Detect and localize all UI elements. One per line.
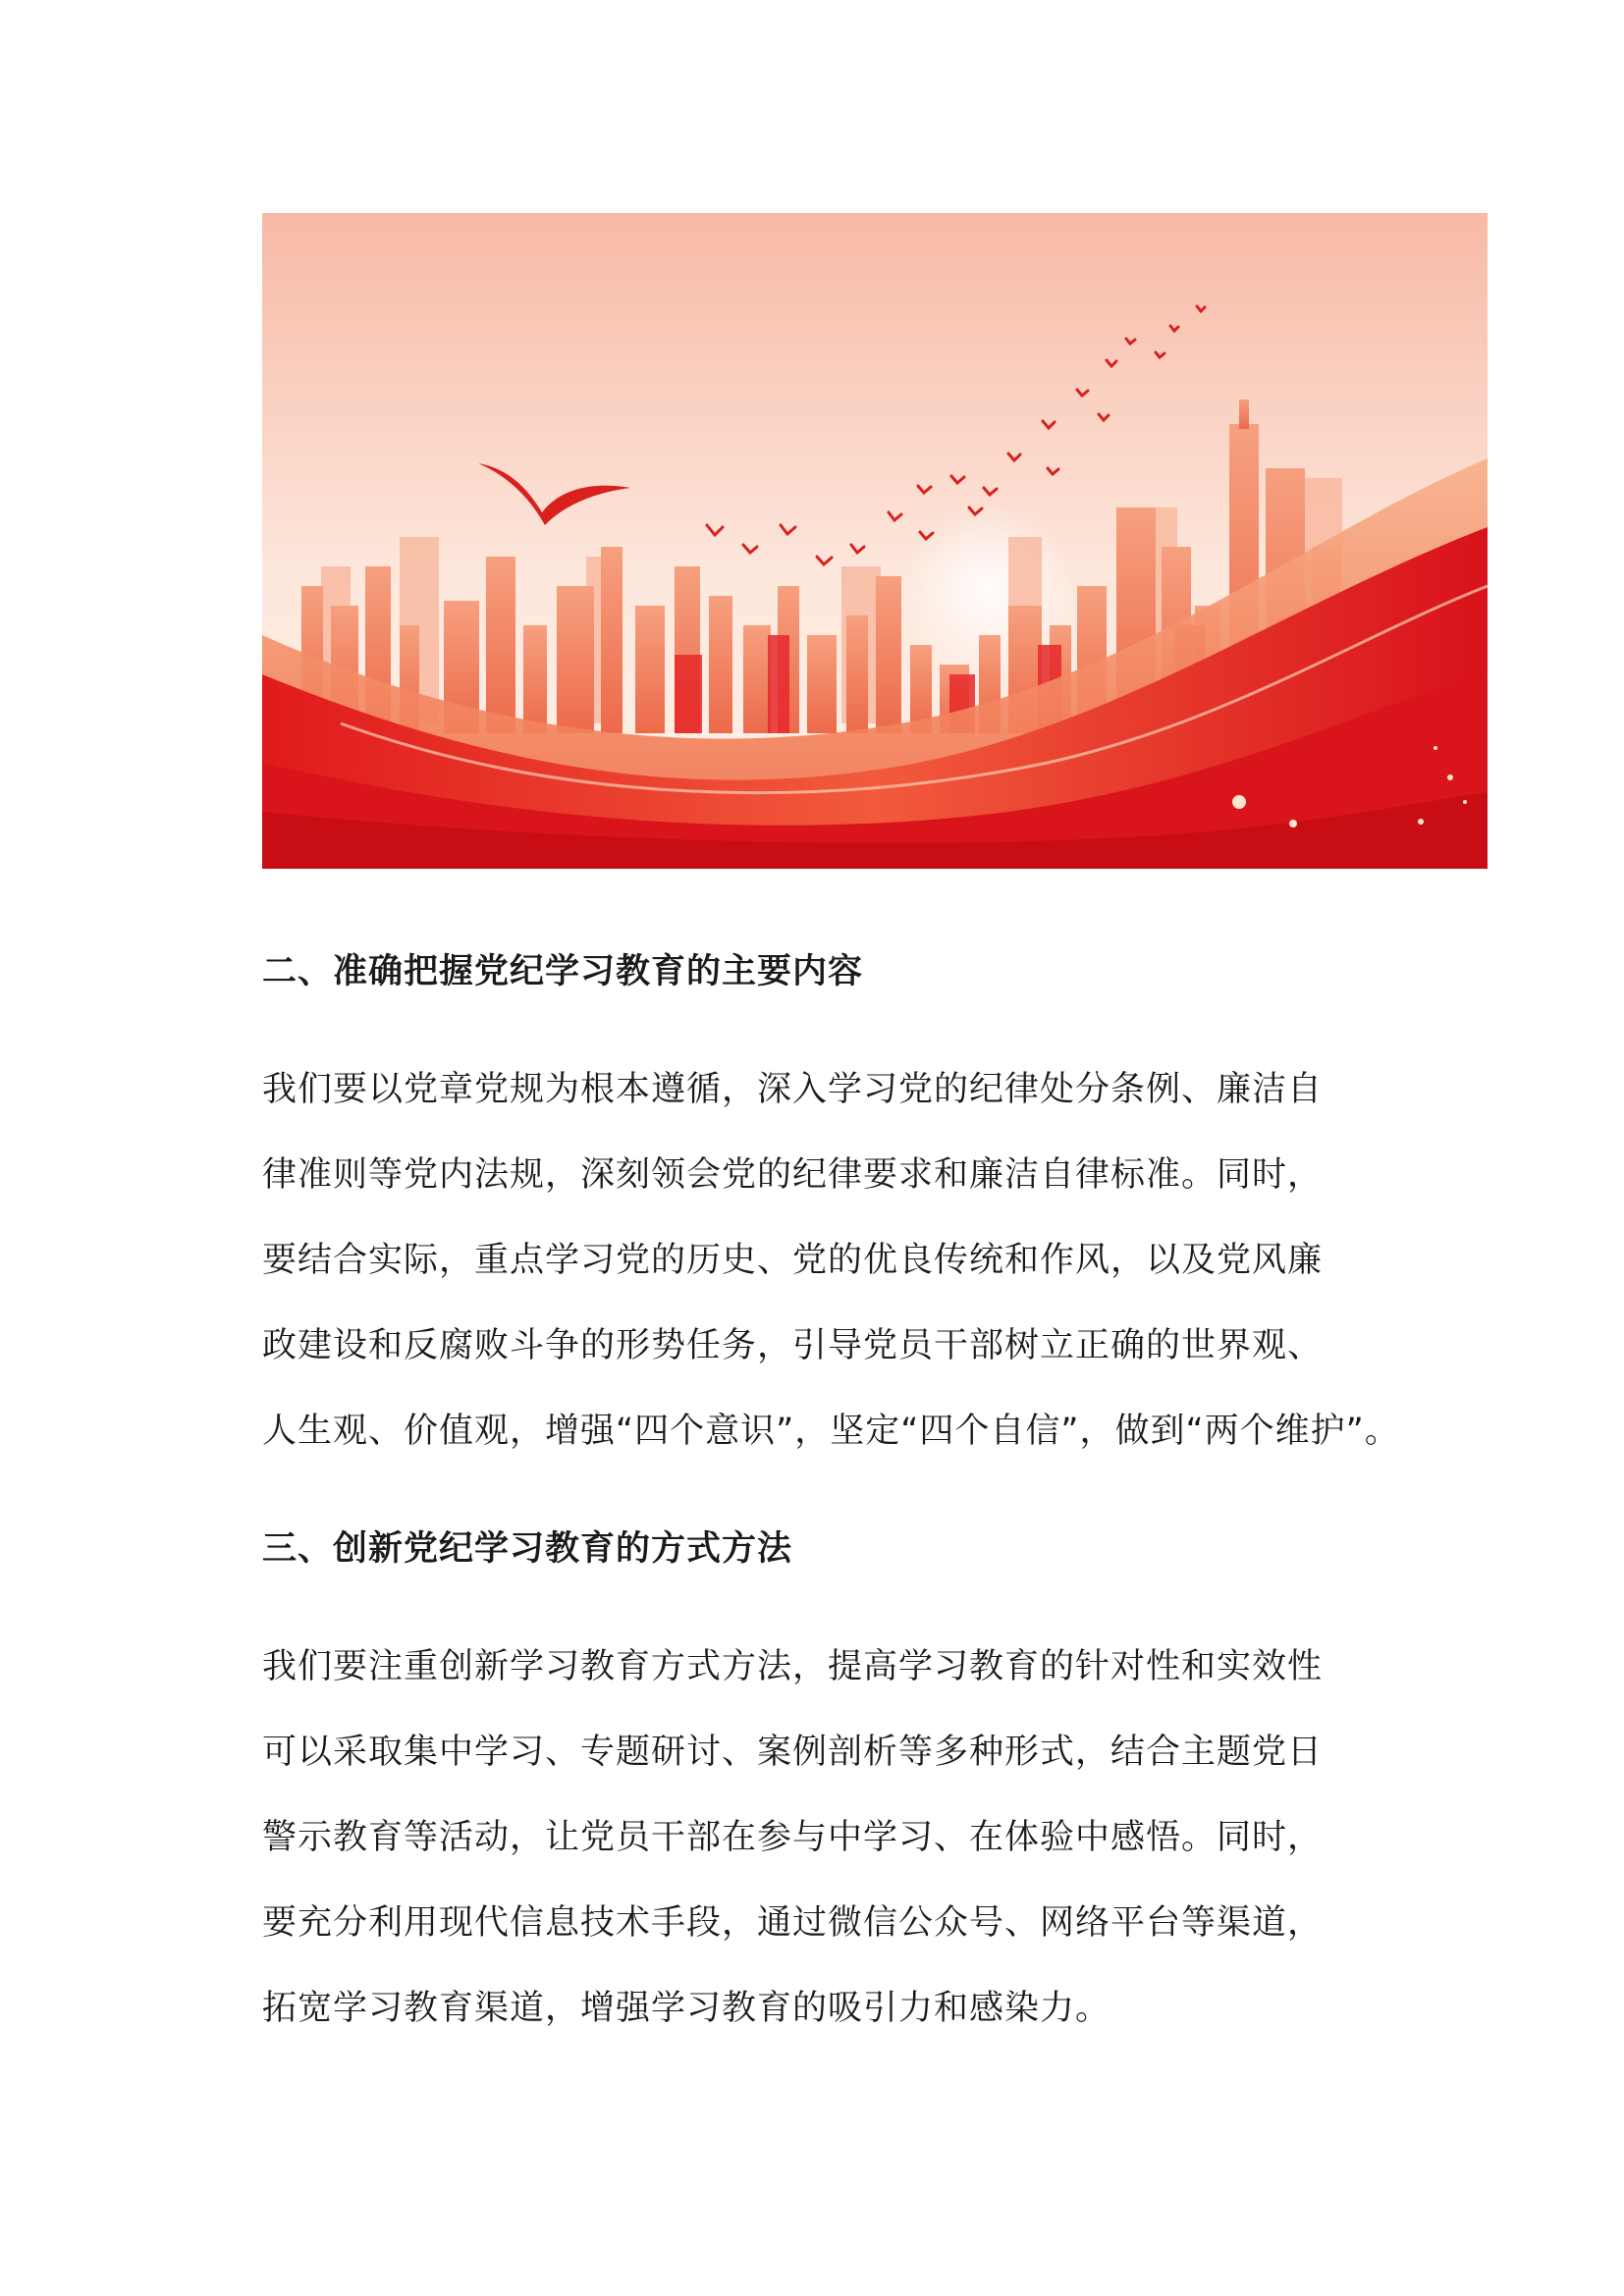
banner-image [262, 213, 1488, 869]
city-skyline-illustration [262, 213, 1488, 869]
paragraph-line: 拓宽学习教育渠道，增强学习教育的吸引力和感染力。 [262, 1989, 1111, 2028]
paragraph-line: 律准则等党内法规，深刻领会党的纪律要求和廉洁自律标准。同时， [262, 1155, 1324, 1195]
paragraph-line: 要结合实际，重点学习党的历史、党的优良传统和作风，以及党风廉 [262, 1241, 1324, 1280]
section-3-paragraph [262, 1645, 1381, 2030]
paragraph-line: 警示教育等活动，让党员干部在参与中学习、在体验中感悟。同时， [262, 1818, 1324, 1857]
section-2-heading: 二、准确把握党纪学习教育的主要内容 [262, 952, 864, 991]
paragraph-line: 政建设和反腐败斗争的形势任务，引导党员干部树立正确的世界观、 [262, 1326, 1324, 1365]
section-2-paragraph [262, 1068, 1400, 1453]
paragraph-line: 要充分利用现代信息技术手段，通过微信公众号、网络平台等渠道， [262, 1903, 1324, 1943]
paragraph-line: 我们要注重创新学习教育方式方法，提高学习教育的针对性和实效性 [262, 1647, 1324, 1686]
section-3-heading: 三、创新党纪学习教育的方式方法 [262, 1529, 793, 1569]
paragraph-line: 可以采取集中学习、专题研讨、案例剖析等多种形式，结合主题党日 [262, 1733, 1324, 1772]
paragraph-line: 人生观、价值观，增强“四个意识”，坚定“四个自信”，做到“两个维护”。 [262, 1412, 1400, 1451]
paragraph-line: 我们要以党章党规为根本遵循，深入学习党的纪律处分条例、廉洁自 [262, 1070, 1324, 1109]
